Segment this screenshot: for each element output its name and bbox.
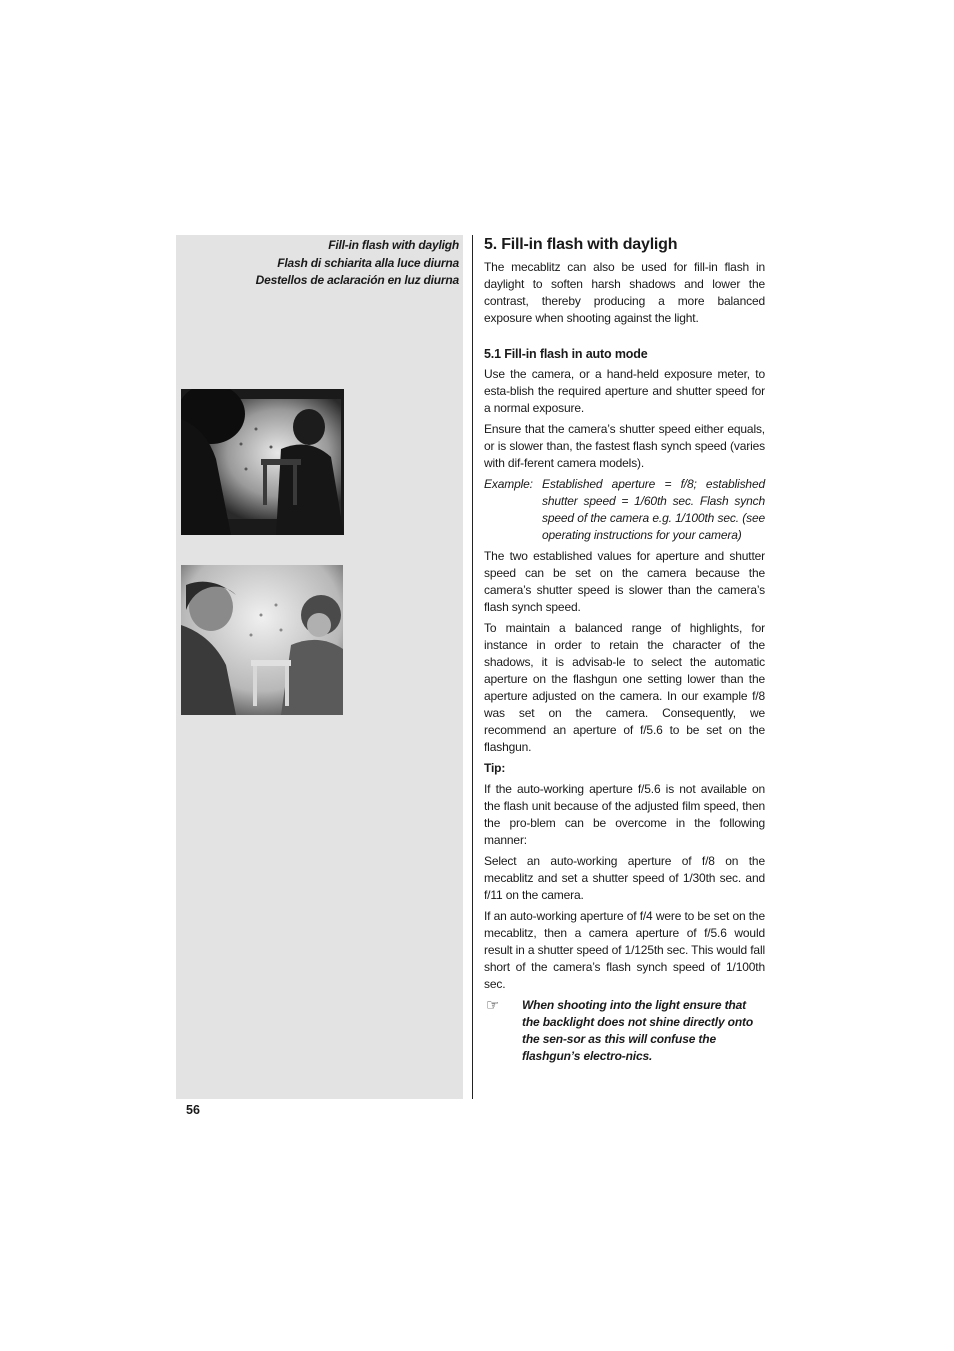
sidebar-title-english: Fill-in flash with dayligh [328, 238, 459, 252]
photo-without-fill-flash [181, 389, 344, 535]
section-intro: The mecablitz can also be used for fill-in flash in daylight to soften harsh shadows and lower the contrast, thereby producing a more balanced exposure when shooting against the light. [484, 260, 765, 325]
sidebar-titles [256, 237, 459, 290]
note-text: When shooting into the light ensure that the backlight does not shine directly onto the sen-sor as this will confuse the flashgun’s electro-nics. [522, 998, 754, 1063]
sidebar-title-spanish: Destellos de aclaración en luz diurna [255, 273, 459, 287]
note-block [484, 997, 765, 1065]
paragraph-shutter-speed: Ensure that the camera’s shutter speed either equals, or is slower than, the fastest flash synch speed (varies with dif-ferent camera models). [484, 422, 765, 470]
pointing-hand-icon: ☞ [486, 997, 500, 1014]
tip-label: Tip: [484, 761, 506, 775]
paragraph-select-aperture: Select an auto-working aperture of f/8 on the mecablitz and set a shutter speed of 1/30th sec. and f/11 on the camera. [484, 854, 765, 902]
section-heading: 5. Fill-in flash with dayligh [484, 236, 678, 253]
example-text: Established aperture = f/8; established shutter speed = 1/60th sec. Flash synch speed of the camera e.g. 1/100th sec. (see operating instructions for your camera) [542, 477, 765, 542]
example-block [484, 476, 765, 544]
paragraph-balanced-range: To maintain a balanced range of highlights, for instance in order to retain the character of the shadows, it is advisab-le to select the automatic aperture on the flashgun one setting lower than the aperture adjusted on the camera. In our example f/8 was set on the camera. Consequently, we recommend an aperture of f/5.6 to be set on the flashgun. [484, 621, 765, 754]
example-label: Example: [484, 477, 533, 491]
paragraph-established-values: The two established values for aperture and shutter speed can be set on the camera because the camera’s shutter speed is slower than the camera’s flash synch speed. [484, 549, 765, 614]
paragraph-tip: If the auto-working aperture f/5.6 is not available on the flash unit because of the adjusted film speed, then the pro-blem can be overcome in the following manner: [484, 782, 765, 847]
sidebar-title-italian: Flash di schiarita alla luce diurna [277, 255, 459, 270]
page-number: 56 [186, 1103, 200, 1117]
paragraph-f4-aperture: If an auto-working aperture of f/4 were to be set on the mecablitz, then a camera aperture of f/5.6 would result in a shutter speed of 1/125th sec. This would fall short of the camera’s flash synch speed of 1/100th sec. [484, 909, 765, 991]
column-divider [472, 235, 473, 1099]
subsection-heading: 5.1 Fill-in flash in auto mode [484, 347, 648, 361]
paragraph-exposure: Use the camera, or a hand-held exposure meter, to esta-blish the required aperture and shutter speed for a normal exposure. [484, 367, 765, 415]
main-content [484, 234, 765, 1065]
photo-with-fill-flash [181, 565, 343, 715]
